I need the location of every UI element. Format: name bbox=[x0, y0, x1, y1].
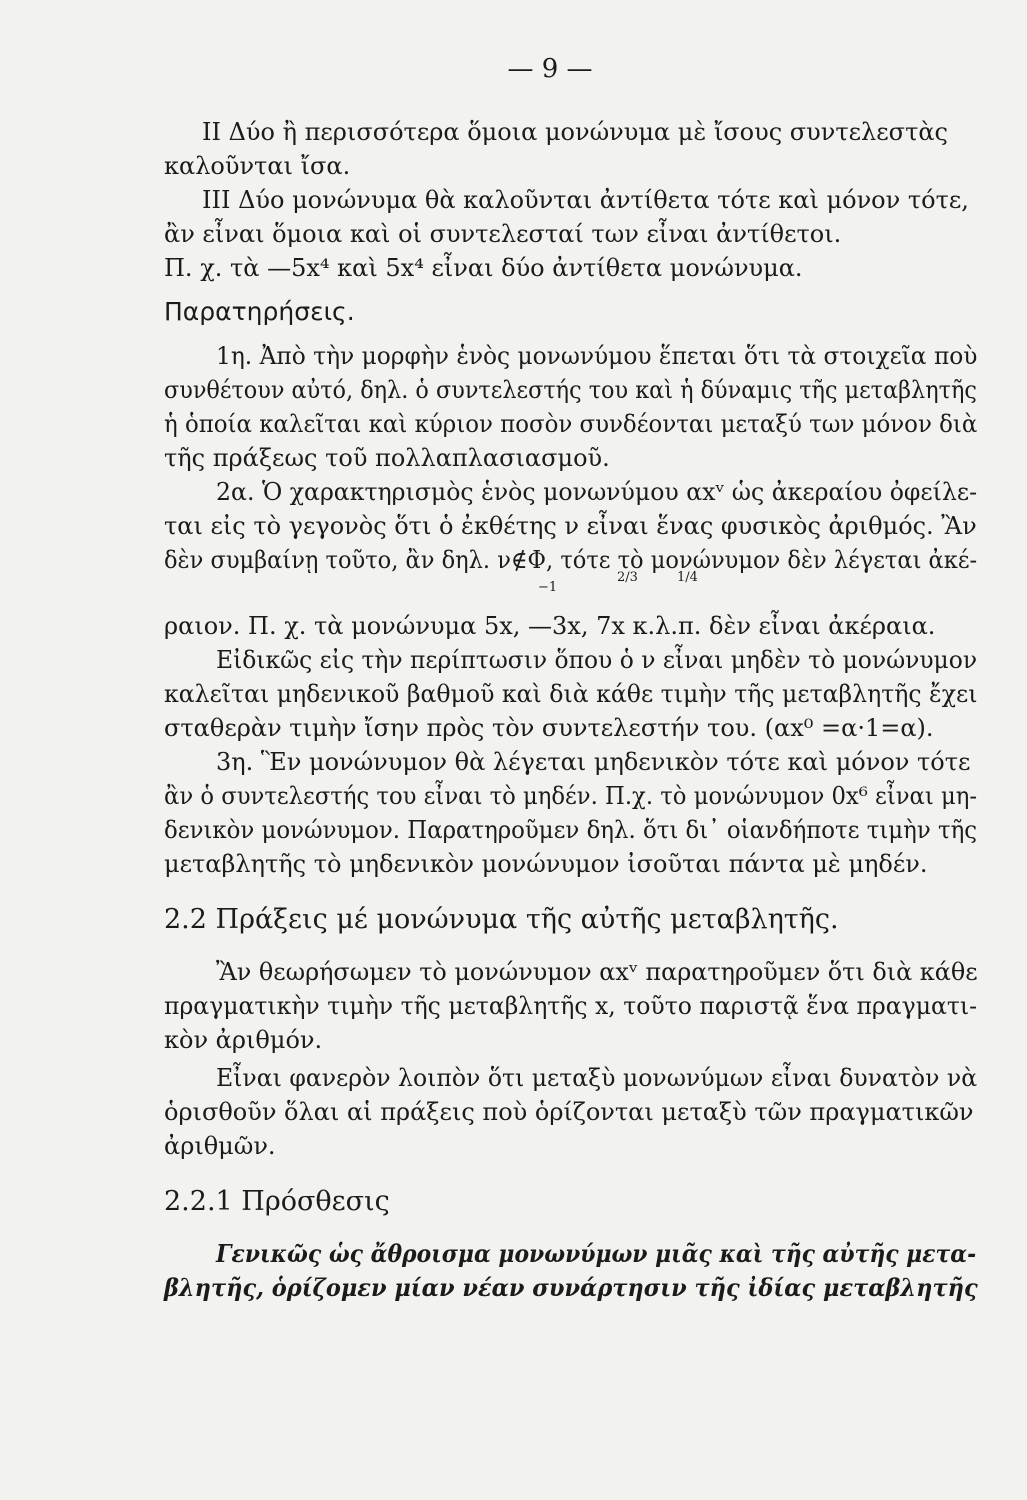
section-heading-2-2: 2.2 Πράξεις μέ μονώνυμα τῆς αὐτῆς μεταβλητῆς. bbox=[164, 904, 839, 935]
text-line: Ἂν θεωρήσωμεν τὸ μονώνυμον αxᵛ παρατηροῦμεν ὅτι διὰ κάθε bbox=[216, 958, 978, 986]
exponent: −1 bbox=[538, 580, 558, 595]
text-line: καλοῦνται ἴσα. bbox=[164, 152, 351, 180]
text-line: ὁρισθοῦν ὅλαι αἱ πράξεις ποὺ ὁρίζονται μεταξὺ τῶν πραγματικῶν bbox=[164, 1098, 974, 1126]
definition-line: βλητῆς, ὁρίζομεν μίαν νέαν συνάρτησιν τῆς ἰδίας μεταβλητῆς bbox=[164, 1273, 978, 1302]
section-heading-2-2-1: 2.2.1 Πρόσθεσις bbox=[164, 1186, 390, 1217]
text-line: 2α. Ὁ χαρακτηρισμὸς ἑνὸς μονωνύμου αxᵛ ὡς ἀκεραίου ὀφείλε- bbox=[216, 478, 978, 506]
text-line: ἂν ὁ συντελεστής του εἶναι τὸ μηδέν. Π.χ. τὸ μονώνυμον 0x⁶ εἶναι μη- bbox=[164, 782, 977, 810]
remarks-title: Παρατηρήσεις. bbox=[164, 297, 355, 326]
text-line: Π. χ. τὰ —5x⁴ καὶ 5x⁴ εἶναι δύο ἀντίθετα μονώνυμα. bbox=[164, 254, 803, 282]
text-line: ἂν εἶναι ὅμοια καὶ οἱ συντελεσταί των εἶναι ἀντίθετοι. bbox=[164, 220, 842, 248]
text-line: Εἶναι φανερὸν λοιπὸν ὅτι μεταξὺ μονωνύμων εἶναι δυνατὸν νὰ bbox=[216, 1064, 978, 1092]
text-line: ἡ ὁποία καλεῖται καὶ κύριον ποσὸν συνδέονται μεταξύ των μόνον διὰ bbox=[164, 410, 978, 438]
text-line: δὲν συμβαίνῃ τοῦτο, ἂν δηλ. ν∉Φ, τότε τὸ μονώνυμον δὲν λέγεται ἀκέ- bbox=[164, 546, 978, 574]
exponent: 1/4 bbox=[677, 570, 698, 585]
text-line: δενικὸν μονώνυμον. Παρατηροῦμεν δηλ. ὅτι δι᾽ οἱανδήποτε τιμὴν τῆς bbox=[164, 816, 978, 844]
text-line: Εἰδικῶς εἰς τὴν περίπτωσιν ὅπου ὁ ν εἶναι μηδὲν τὸ μονώνυμον bbox=[216, 646, 978, 674]
text-line: σταθερὰν τιμὴν ἴσην πρὸς τὸν συντελεστήν του. (αx⁰ =α·1=α). bbox=[164, 714, 934, 742]
definition-line: Γενικῶς ὡς ἄθροισμα μονωνύμων μιᾶς καὶ τῆς αὐτῆς μετα- bbox=[216, 1239, 977, 1268]
page-number: — 9 — bbox=[507, 54, 593, 84]
text-line: συνθέτουν αὐτό, δηλ. ὁ συντελεστής του καὶ ἡ δύναμις τῆς μεταβλητῆς bbox=[164, 376, 977, 404]
text-line: ραιον. Π. χ. τὰ μονώνυμα 5x, —3x, 7x κ.λ.π. δὲν εἶναι ἀκέραια. bbox=[164, 612, 936, 640]
text-line: 3η. Ἓν μονώνυμον θὰ λέγεται μηδενικὸν τότε καὶ μόνον τότε bbox=[216, 748, 971, 776]
text-line: ἀριθμῶν. bbox=[164, 1132, 276, 1160]
text-line: καλεῖται μηδενικοῦ βαθμοῦ καὶ διὰ κάθε τιμὴν τῆς μεταβλητῆς ἔχει bbox=[164, 680, 978, 708]
text-line: τῆς πράξεως τοῦ πολλαπλασιασμοῦ. bbox=[164, 444, 610, 472]
text-line: ται εἰς τὸ γεγονὸς ὅτι ὁ ἐκθέτης ν εἶναι ἕνας φυσικὸς ἀριθμός. Ἂν bbox=[164, 512, 977, 540]
exponent: 2/3 bbox=[617, 570, 638, 585]
text-line: μεταβλητῆς τὸ μηδενικὸν μονώνυμον ἰσοῦται πάντα μὲ μηδέν. bbox=[164, 850, 928, 878]
text-line: πραγματικὴν τιμὴν τῆς μεταβλητῆς x, τοῦτο παριστᾷ ἕνα πραγματι- bbox=[164, 992, 978, 1020]
text-line: 1η. Ἀπὸ τὴν μορφὴν ἑνὸς μονωνύμου ἕπεται ὅτι τὰ στοιχεῖα ποὺ bbox=[216, 342, 978, 370]
text-line: κὸν ἀριθμόν. bbox=[164, 1026, 323, 1054]
text-line: III Δύο μονώνυμα θὰ καλοῦνται ἀντίθετα τότε καὶ μόνον τότε, bbox=[202, 186, 969, 214]
text-line: II Δύο ἢ περισσότερα ὅμοια μονώνυμα μὲ ἴσους συντελεστὰς bbox=[202, 118, 948, 146]
